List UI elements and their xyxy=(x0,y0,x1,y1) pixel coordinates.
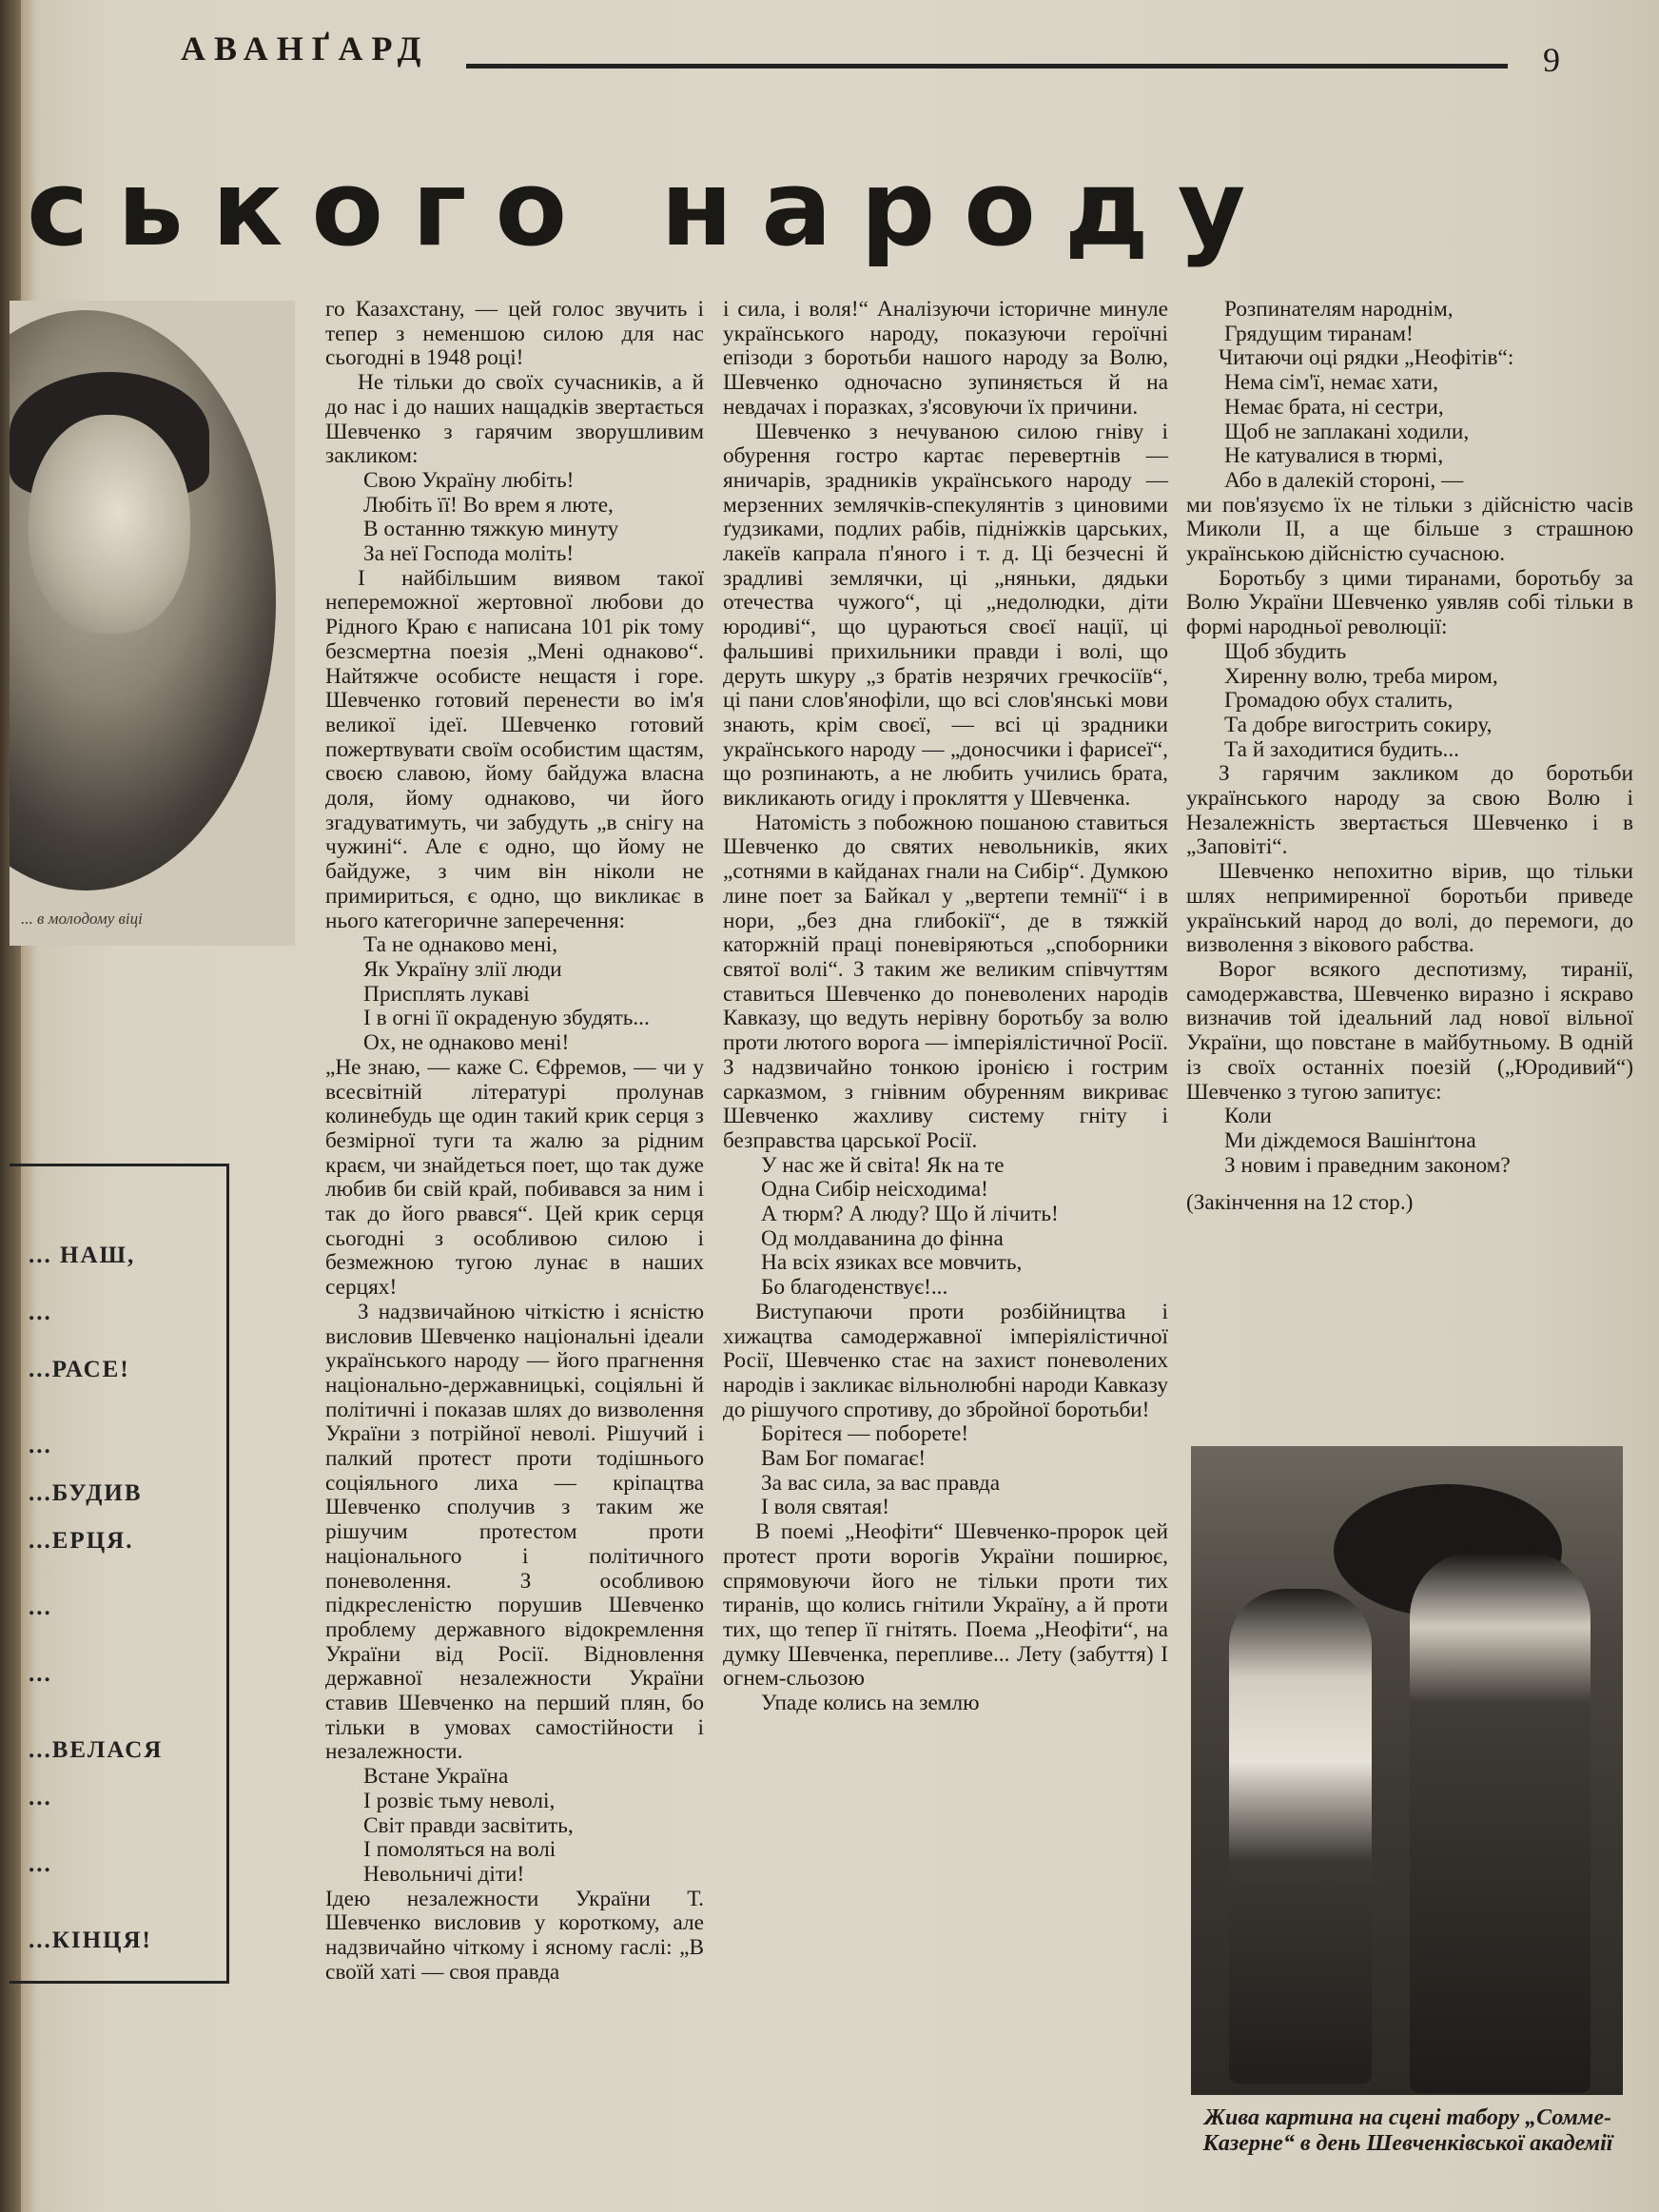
verse-line: І розвіє тьму неволі, xyxy=(363,1788,556,1813)
verse-line: Щоб не заплакані ходили, xyxy=(1224,419,1470,444)
verse-line: Хиренну волю, треба миром, xyxy=(1224,663,1498,689)
paragraph: І найбільшим виявом такої непереможної жертовної любови до Рідного Краю є написана 101 рік тому безсмертна поезія „Мені однаково“. Найтяжче особисте нещастя і горе. Шевченко готовий перенести во ім'я великої ідеї. Шевченко готовий пожертвувати своїм особистим щастям, своєю славою, йому байдужа власна доля, йому однаково, чи його згадуватимуть, чи забудуть „в снігу на чужині“. Але є одно, що йому не байдуже, з чим він ніколи не примириться, є одно, що викликає в нього категоричне заперечення: xyxy=(325,565,704,933)
verse-line: Та добре вигострить сокиру, xyxy=(1224,712,1493,737)
verse-line: Або в далекій стороні, — xyxy=(1224,467,1464,493)
verse-line: Встане Україна xyxy=(363,1764,509,1790)
photo-figure-woman xyxy=(1229,1589,1372,2084)
side-box-line: ...КІНЦЯ! xyxy=(29,1928,152,1953)
header-rule xyxy=(466,64,1508,69)
verse-line: За вас сила, за вас правда xyxy=(761,1470,1001,1496)
side-box-line: ...ВЕЛАСЯ xyxy=(29,1737,164,1763)
side-box-line: ... xyxy=(29,1851,52,1877)
paragraph: Не тільки до своїх сучасників, а й до нас і до наших нащадків звертається Шевченко з гарячим зворушливим закликом: xyxy=(325,370,704,469)
stage-photo xyxy=(1191,1446,1623,2095)
paragraph: Ідею незалежности України Т. Шевченко висловив у короткому, але надзвичайно чіткому і ясному гаслі: „В своїй хаті — своя правда xyxy=(325,1886,704,1985)
verse-line: Невольничі діти! xyxy=(363,1862,525,1887)
paragraph: Шевченко з нечуваною силою гніву і обурення гостро картає перевертнів — яничарів, зрадників українського народу — мерзенних землячків-спекулянтів з циновими ґудзиками, подлих рабів, підніжків царських, лакеїв капрала п'яного і т. д. Ці безчесні й зрадливі землячки, ці „няньки, дядьки отечества чужого“, ці „недолюдки, діти юродиві“, що цураються своєї нації, ці фальшиві прихильники правди і волі, що деруть шкуру „з братів незрячих гречкосіїв“, ці пани слов'янофіли, що всі слов'янські мови знають, крім своєї, — всі ці зрадники українського народу — „доносчики і фарисеї“, що розпинають, а не любить учились брата, викликають огиду і прокляття у Шевченка. xyxy=(723,419,1168,812)
paragraph: ми пов'язуємо їх не тільки з дійсністю часів Миколи II, а ще більше з страшною українською дійсністю сучасною. xyxy=(1186,492,1633,567)
side-box-line: ... xyxy=(29,1785,52,1811)
verse-line: Щоб збудить xyxy=(1224,638,1347,664)
paragraph: В поемі „Неофіти“ Шевченко-пророк цей протест проти ворогів України поширює, спрямовуючи його не тільки проти тих тиранів, що колись гнітили Україну, а й проти тих, що тепер її гнітять. Поема „Неофіти“, на думку Шевченка, перепливе... Лету (забуття) І огнем-сльозою xyxy=(723,1519,1168,1692)
side-box xyxy=(10,1164,229,1984)
verse-line: Грядущим тиранам! xyxy=(1224,321,1414,346)
verse-line: Немає брата, ні сестри, xyxy=(1224,394,1444,420)
headline: ського народу xyxy=(27,147,1275,269)
verse-line: І в огні її окраденую збудять... xyxy=(363,1006,650,1031)
verse-line: За неї Господа моліть! xyxy=(363,541,575,567)
verse-line: Любіть її! Во врем я люте, xyxy=(363,492,614,518)
verse-line: Присплять лукаві xyxy=(363,981,530,1007)
side-box-line: ...РАСЕ! xyxy=(29,1357,130,1382)
article-column-2 xyxy=(723,298,1168,1716)
side-box-line: ... НАШ, xyxy=(29,1243,136,1268)
verse-line: Бо благоденствує!... xyxy=(761,1275,948,1301)
verse-line: Свою Україну любіть! xyxy=(363,467,575,493)
verse-line: Упаде колись на землю xyxy=(761,1691,980,1716)
side-box-line: ...БУДИВ xyxy=(29,1480,143,1506)
verse-line: Коли xyxy=(1224,1104,1272,1129)
side-box-line: ... xyxy=(29,1300,52,1325)
verse-line: З новим і праведним законом? xyxy=(1224,1152,1511,1178)
side-box-line: ... xyxy=(29,1661,52,1687)
paragraph: Виступаючи проти розбійництва і хижацтва самодержавної імперіялістичної Росії, Шевченко стає на захист поневолених народів і закликає вільнолюбні народи Кавказу до рішучого спротиву, до збройної боротьби! xyxy=(723,1299,1168,1422)
verse-line: У нас же й світа! Як на те xyxy=(761,1152,1005,1178)
paragraph: Читаючи оці рядки „Неофітів“: xyxy=(1219,345,1514,371)
verse-line: Як Україну злії люди xyxy=(363,956,562,982)
paragraph: „Не знаю, — каже С. Єфремов, — чи у всесвітній літературі пролунав колинебудь ще один такий крик серця з безмірної туги та жалю за рідним краєм, чи знайдеться поет, що так дуже любив би свій край, побивався за ним і так до його рвався“. Цей крик серця сьогодні з особливою силою і безмежною тугою лунає в наших серцях! xyxy=(325,1054,704,1301)
verse-line: Ох, не однаково мені! xyxy=(363,1030,570,1056)
photo-figure-man xyxy=(1410,1551,1591,2093)
verse-line: Од молдаванина до фінна xyxy=(761,1225,1004,1251)
side-box-line: ...ЕРЦЯ. xyxy=(29,1528,134,1554)
article-column-3 xyxy=(1186,298,1633,1216)
page-number: 9 xyxy=(1543,41,1560,79)
paragraph: і сила, і воля!“ Аналізуючи історичне минуле українського народу, показуючи героїчні епізоди з боротьби нашого народу за Волю, Шевченко одночасно зупиняється й на невдачах і поразках, з'ясовуючи їх причини. xyxy=(723,297,1168,420)
side-box-line: ... xyxy=(29,1433,52,1458)
verse-line: Вам Бог помагає! xyxy=(761,1446,927,1472)
portrait-caption: ... в молодому віці xyxy=(21,910,143,928)
spacer xyxy=(1186,1178,1633,1191)
verse-line: Ми діждемося Вашінґтона xyxy=(1224,1127,1476,1153)
portrait-face xyxy=(29,415,190,634)
article-column-1 xyxy=(325,298,704,1986)
paragraph: З гарячим закликом до боротьби українського народу за свою Волю і Незалежність звертається Шевченко і в „Заповіті“. xyxy=(1186,761,1633,860)
verse-line: Світ правди засвітить, xyxy=(363,1812,574,1838)
verse-line: Розпинателям народнім, xyxy=(1224,297,1454,322)
verse-line: Громадою обух сталить, xyxy=(1224,688,1454,714)
paragraph: го Казахстану, — цей голос звучить і тепер з неменшою силою для нас сьогодні в 1948 році! xyxy=(325,297,704,371)
paragraph: Шевченко непохитно вірив, що тільки шлях непримиренної боротьби приведе український народ до волі, до перемоги, до визволення з вікового рабства. xyxy=(1186,859,1633,958)
paragraph: Боротьбу з цими тиранами, боротьбу за Волю України Шевченко уявляв собі тільки в формі народньої революції: xyxy=(1186,565,1633,640)
verse-line: І помоляться на волі xyxy=(363,1837,556,1863)
masthead: АВАНҐАРД xyxy=(181,29,430,68)
verse-line: А тюрм? А люду? Що й лічить! xyxy=(761,1202,1059,1227)
verse-line: Та й заходитися будить... xyxy=(1224,736,1459,762)
verse-line: Нема сім'ї, немає хати, xyxy=(1224,370,1438,396)
verse-line: На всіх язиках все мовчить, xyxy=(761,1250,1023,1276)
verse-line: Та не однаково мені, xyxy=(363,932,558,958)
verse-line: І воля святая! xyxy=(761,1495,889,1520)
verse-line: Борітеся — поборете! xyxy=(761,1421,969,1447)
paragraph: Натомість з побожною пошаною ставиться Шевченко до святих невольників, яких „сотнями в кайданах гнали на Сибір“. Думкою лине поет за Байкал у „вертепи темнії“ і в нори, „без дна глибокії“, де в тяжкій каторжній праці поневіряються „споборники святої волі“. З таким же великим співчуттям ставиться Шевченко до поневолених народів Кавказу, що ведуть нерівну боротьбу за волю проти лютого ворога — імперіялістичної Росії. З надзвичайно тонкою іронією і гострим сарказмом, з гнівним обуренням викриває Шевченко жахливу систему гніту і безправства царської Росії. xyxy=(723,810,1168,1153)
photo-caption: Жива картина на сцені табору „Сомме-Казерне“ в день Шевченківської академії xyxy=(1202,2105,1613,2156)
paragraph: (Закінчення на 12 стор.) xyxy=(1186,1190,1414,1216)
paragraph: З надзвичайною чіткістю і ясністю висловив Шевченко національні ідеали українського народу — його прагнення національно-державницькі, соціяльні й політичні і показав шлях до визволення України з потрійної неволі. Рішучий і палкий протест проти тодішнього соціяльного лиха — кріпацтва Шевченко сполучив з таким же рішучим протестом проти національного і політичного поневолення. З особливою підкресленістю порушив Шевченко проблему державного відокремлення України від Росії. Відновлення державної незалежности України ставив Шевченко на перший плян, бо тільки в умовах самостійности і незалежности. xyxy=(325,1299,704,1765)
paragraph: Ворог всякого деспотизму, тиранії, самодержавства, Шевченко виразно і яскраво визначив той ідеальний лад нової вільної України, що повстане в майбутньому. В одній із своїх останніх поезій („Юродивий“) Шевченко з тугою запитує: xyxy=(1186,956,1633,1105)
verse-line: Одна Сибір неісходима! xyxy=(761,1177,988,1203)
verse-line: В останню тяжкую минуту xyxy=(363,517,619,542)
side-box-line: ... xyxy=(29,1595,52,1620)
portrait-photo xyxy=(10,301,295,946)
verse-line: Не катувалися в тюрмі, xyxy=(1224,443,1444,469)
